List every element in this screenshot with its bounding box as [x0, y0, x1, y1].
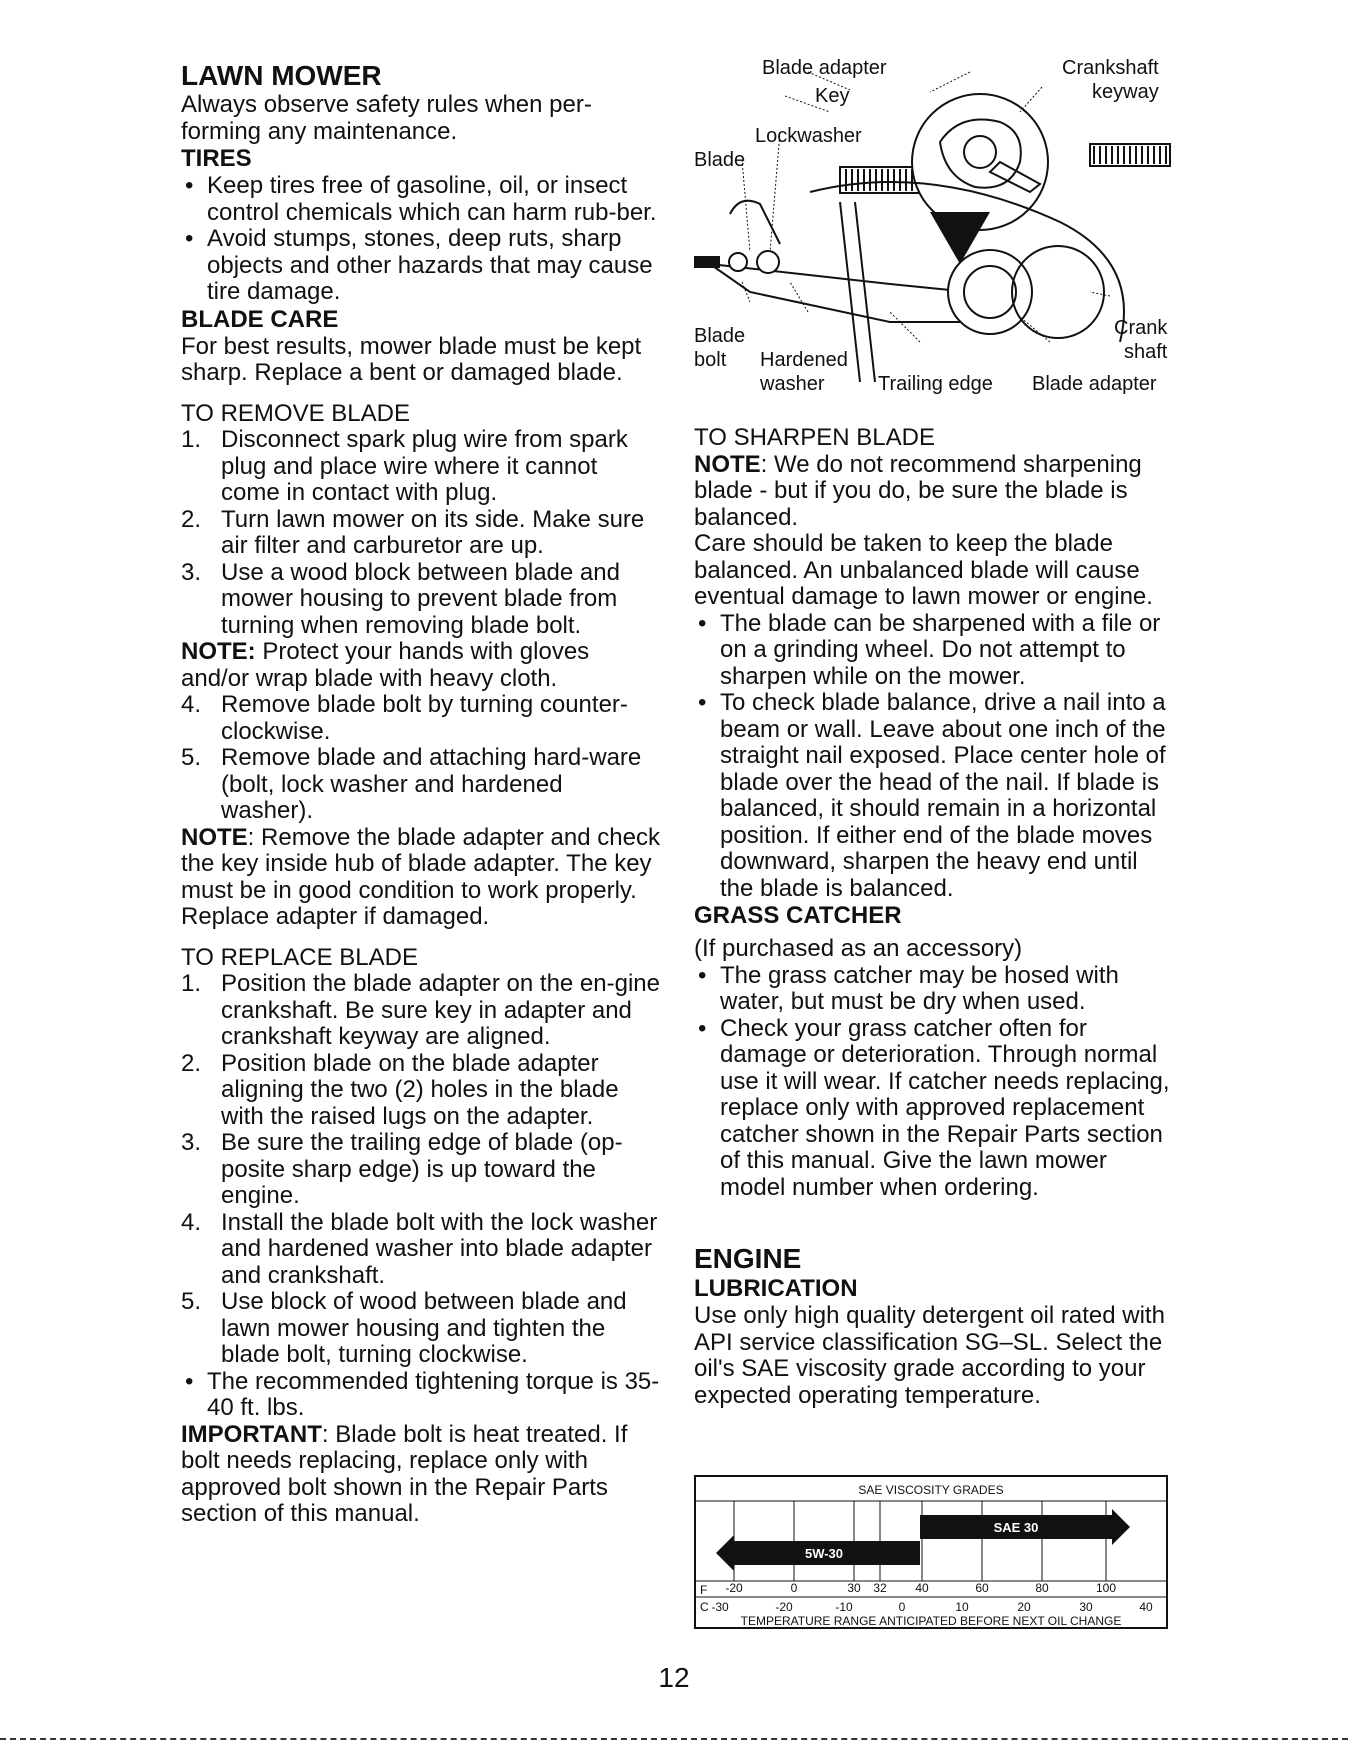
label-blade-bolt-1: Blade	[694, 325, 746, 347]
lubrication-heading: LUBRICATION	[694, 1275, 858, 1302]
remove-blade-heading: TO REMOVE BLADE	[181, 399, 410, 427]
care-text: Care should be taken to keep the blade balanced. An unbalanced blade will cause eventual damage to lawn mower or engine.	[694, 530, 1153, 610]
label-trailing-edge: Trailing edge	[878, 373, 993, 395]
f-tick: 100	[1095, 1581, 1117, 1595]
replace-blade-heading: TO REPLACE BLADE	[181, 943, 418, 971]
f-scale-label: F	[700, 1583, 708, 1597]
sae30-label: SAE 30	[993, 1520, 1039, 1535]
intro-text: Always observe safety rules when per-forming any maintenance.	[181, 91, 592, 145]
label-crankshaft-keyway-1: Crankshaft	[1062, 57, 1159, 79]
label-hardened-2: washer	[760, 373, 825, 395]
c-tick: -10	[835, 1600, 853, 1614]
page-bottom-rule	[0, 1738, 1348, 1740]
grass-bullet-1: • The grass catcher may be hosed with water, but must be dry when used.	[694, 963, 1174, 1016]
grass-bullet-2: • Check your grass catcher often for damage or deterioration. Through normal use it will wear. If catcher needs replacing, replace only with approved replacement catcher shown in the Repair Parts section of this manual. Give the lawn mower model number when ordering.	[694, 1016, 1174, 1202]
blade-assembly-diagram	[690, 52, 1180, 414]
remove-step-3: 3. Use a wood block between blade and mower housing to prevent blade from turning when removing blade bolt.	[181, 558, 620, 639]
note-adapter: NOTE: Remove the blade adapter and check the key inside hub of blade adapter. The key must be in good condition to work properly. Replace adapter if damaged.	[181, 823, 660, 930]
remove-step-4: 4. Remove blade bolt by turning counter-clockwise.	[181, 691, 628, 745]
f-tick: 40	[915, 1581, 929, 1595]
remove-step-2: 2. Turn lawn mower on its side. Make sure air filter and carburetor are up.	[181, 505, 645, 559]
label-key: Key	[815, 85, 850, 107]
c-tick: -30	[711, 1600, 729, 1614]
viscosity-footer: TEMPERATURE RANGE ANTICIPATED BEFORE NEXT OIL CHANGE	[740, 1614, 1122, 1628]
important-note: IMPORTANT: Blade bolt is heat treated. If bolt needs replacing, replace only with approved bolt shown in the Repair Parts section of this manual.	[181, 1420, 628, 1527]
blade-care-text: For best results, mower blade must be kept sharp. Replace a bent or damaged blade.	[181, 332, 642, 386]
replace-step-1: 1. Position the blade adapter on the en-gine crankshaft. Be sure key in adapter and crankshaft keyway are aligned.	[181, 970, 660, 1050]
f-tick: 30	[847, 1581, 861, 1595]
f-tick: 0	[790, 1581, 798, 1595]
label-blade-adapter-bottom: Blade adapter	[1032, 373, 1157, 395]
label-lockwasher: Lockwasher	[755, 125, 862, 147]
f-tick: 80	[1035, 1581, 1049, 1595]
c-scale-label: C	[700, 1600, 709, 1614]
f-tick: 60	[975, 1581, 989, 1595]
tires-bullet-2: • Avoid stumps, stones, deep ruts, sharp objects and other hazards that may cause tire damage.	[181, 226, 661, 306]
engine-heading: ENGINE	[694, 1243, 802, 1274]
label-crank-1: Crank	[1114, 317, 1168, 339]
5w30-label: 5W-30	[804, 1546, 844, 1561]
torque-bullet: • The recommended tightening torque is 35-40 ft. lbs.	[181, 1369, 661, 1422]
lawn-mower-title: LAWN MOWER	[181, 60, 382, 91]
sharpen-bullet-2: • To check blade balance, drive a nail into a beam or wall. Leave about one inch of the straight nail exposed. Place center hole of blade over the head of the nail. If blade is balanced, it should remain in a horizontal position. If either end of the blade moves downward, sharpen the heavy end until the blade is balanced.	[694, 690, 1174, 902]
c-tick: 10	[955, 1600, 969, 1614]
remove-step-5: 5. Remove blade and attaching hard-ware (bolt, lock washer and hardened washer).	[181, 744, 642, 824]
c-tick: 40	[1139, 1600, 1153, 1614]
sharpen-bullet-1: • The blade can be sharpened with a file or on a grinding wheel. Do not attempt to sharpen while on the mower.	[694, 611, 1174, 691]
note-gloves: NOTE: Protect your hands with gloves and/or wrap blade with heavy cloth.	[181, 638, 590, 692]
label-crank-2: shaft	[1124, 341, 1168, 363]
viscosity-title: SAE VISCOSITY GRADES	[858, 1483, 1004, 1497]
lubrication-text: Use only high quality detergent oil rated with API service classification SG–SL. Select the oil's SAE viscosity grade according to your expected operating temperature.	[694, 1302, 1165, 1409]
f-tick: -20	[725, 1581, 743, 1595]
replace-step-5: 5. Use block of wood between blade and lawn mower housing and tighten the blade bolt, turning clockwise.	[181, 1288, 627, 1368]
label-blade-bolt-2: bolt	[694, 349, 727, 371]
label-blade-top: Blade	[694, 149, 746, 171]
remove-step-1: 1. Disconnect spark plug wire from spark plug and place wire where it cannot come in contact with plug.	[181, 426, 628, 506]
left-column	[181, 60, 661, 1528]
c-tick: -20	[775, 1600, 793, 1614]
sae-viscosity-chart	[694, 1475, 1168, 1629]
page-number: 12	[658, 1662, 690, 1693]
grass-catcher-heading: GRASS CATCHER	[694, 902, 902, 929]
c-tick: 20	[1017, 1600, 1031, 1614]
blade-assembly-illustration	[690, 52, 1180, 414]
c-tick: 0	[898, 1600, 906, 1614]
tires-heading: TIRES	[181, 145, 252, 172]
label-crankshaft-keyway-2: keyway	[1092, 81, 1159, 103]
replace-step-3: 3. Be sure the trailing edge of blade (op-posite sharp edge) is up toward the engine.	[181, 1129, 623, 1209]
label-hardened-1: Hardened	[760, 349, 848, 371]
right-column	[694, 425, 1174, 1409]
note-sharpening: NOTE: We do not recommend sharpening blade - but if you do, be sure the blade is balanced.	[694, 450, 1142, 531]
sharpen-blade-heading: TO SHARPEN BLADE	[694, 424, 935, 451]
f-tick: 32	[873, 1581, 887, 1595]
tires-bullet-1: • Keep tires free of gasoline, oil, or insect control chemicals which can harm rub-ber.	[181, 173, 661, 226]
label-blade-adapter-top: Blade adapter	[762, 57, 887, 79]
blade-care-heading: BLADE CARE	[181, 305, 339, 333]
grass-catcher-note: (If purchased as an accessory)	[694, 935, 1023, 962]
replace-step-2: 2. Position blade on the blade adapter aligning the two (2) holes in the blade with the raised lugs on the adapter.	[181, 1049, 619, 1130]
replace-step-4: 4. Install the blade bolt with the lock washer and hardened washer into blade adapter and crankshaft.	[181, 1208, 658, 1289]
c-tick: 30	[1079, 1600, 1093, 1614]
